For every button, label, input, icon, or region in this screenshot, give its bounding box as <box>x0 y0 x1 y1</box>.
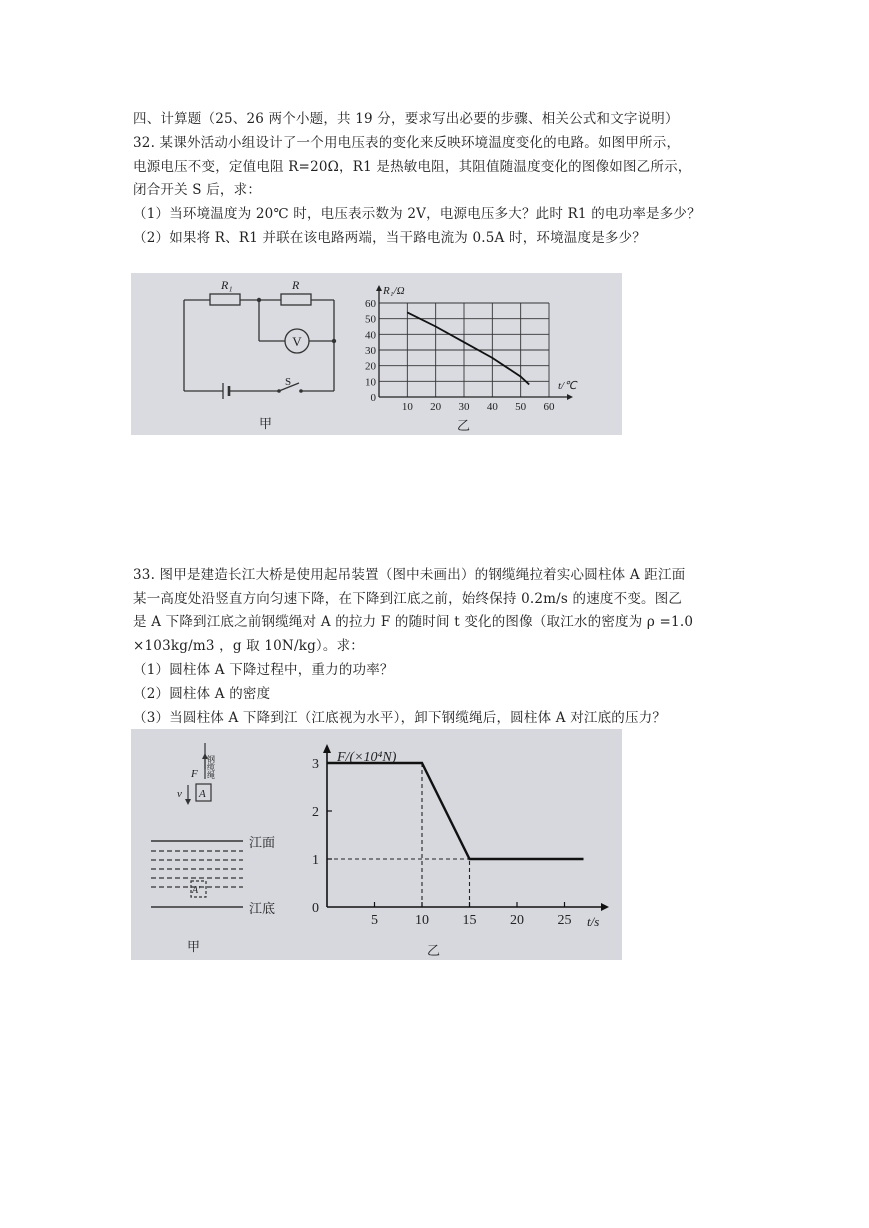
chart2-y-tick-0: 1 <box>312 853 319 868</box>
chart2-x-label: t/s <box>587 914 600 929</box>
bottom-label: 江底 <box>249 901 276 916</box>
chart2-x-arrow <box>601 903 609 911</box>
circuit-caption: 甲 <box>259 416 273 431</box>
chart1-y-tick-0: 0 <box>370 392 376 404</box>
r-resistor <box>281 294 311 305</box>
voltmeter-label: V <box>292 334 302 349</box>
chart1-y-tick-4: 40 <box>365 329 376 342</box>
q32-line-2: 电源电压不变，定值电阻 R=20Ω，R1 是热敏电阻，其阻值随温度变化的图像如图乙所示， <box>133 159 692 175</box>
chart2-x-tick-1: 10 <box>415 913 429 928</box>
chart1-series-line <box>407 312 529 384</box>
chart1-x-arrow <box>567 394 573 400</box>
chart2-series-line <box>327 763 584 859</box>
junction-dot-left <box>257 298 261 302</box>
chart2-x-tick-2: 15 <box>462 913 477 928</box>
r1-resistor <box>210 294 240 305</box>
chart1-x-tick-5: 60 <box>543 401 555 413</box>
q32-line-1: 32. 某课外活动小组设计了一个用电压表的变化来反映环境温度变化的电路。如图甲所示， <box>133 135 681 151</box>
scene-caption: 甲 <box>187 939 201 954</box>
q33-sub-3: （3）当圆柱体 A 下降到江（江底视为水平），卸下钢缆绳后，圆柱体 A 对江底的压力？ <box>133 710 667 726</box>
junction-dot-right <box>332 339 336 343</box>
q33-figure-svg <box>131 729 622 960</box>
q33-line-2: 某一高度处沿竖直方向匀速下降，在下降到江底之前，始终保持 0.2m/s 的速度不变。图乙 <box>133 591 683 607</box>
r1-label: R₁ <box>221 278 233 292</box>
force-label: F <box>191 768 198 780</box>
force-time-chart <box>312 744 609 929</box>
switch-label: S <box>285 376 292 388</box>
chart2-y-tick-2: 3 <box>312 757 319 772</box>
q33-sub-2: （2）圆柱体 A 的密度 <box>133 686 271 702</box>
switch-contact <box>299 389 303 393</box>
block-label: A <box>199 788 206 800</box>
q33-line-1: 33. 图甲是建造长江大桥是使用起吊装置（图中未画出）的钢缆绳拉着实心圆柱体 A 距江面 <box>133 567 686 583</box>
q32-figure-svg <box>131 273 622 435</box>
velocity-label: v <box>177 788 182 800</box>
chart1-y-label: R₁/Ω <box>383 285 405 297</box>
q32-line-3: 闭合开关 S 后，求： <box>133 182 262 198</box>
cable-label: 钢缆绳 <box>206 755 216 779</box>
chart1-x-tick-4: 50 <box>515 401 527 413</box>
velocity-arrow-head <box>185 799 191 805</box>
chart1-y-tick-5: 50 <box>365 313 376 326</box>
chart2-y-label: F/(×10⁴N) <box>337 750 397 765</box>
q32-sub-1: （1）当环境温度为 20℃ 时，电压表示数为 2V，电源电压多大？此时 R1 的电功率是多少？ <box>133 206 701 222</box>
circuit-diagram <box>184 294 334 399</box>
chart2-origin-label: 0 <box>312 901 319 916</box>
chart1-y-tick-1: 10 <box>365 376 376 389</box>
resistance-temperature-chart <box>365 285 578 413</box>
chart1-x-label: t/℃ <box>558 380 577 392</box>
q33-figure <box>131 729 622 960</box>
chart2-y-tick-1: 2 <box>312 805 319 820</box>
chart2-caption: 乙 <box>427 943 441 958</box>
chart1-y-arrow <box>376 285 382 291</box>
submerged-label: A' <box>192 885 201 896</box>
q33-sub-1: （1）圆柱体 A 下降过程中，重力的功率？ <box>133 662 394 678</box>
chart1-x-tick-3: 40 <box>486 401 498 413</box>
r-label: R <box>292 278 300 292</box>
chart1-y-tick-6: 60 <box>365 298 376 310</box>
chart1-caption: 乙 <box>457 418 471 433</box>
q33-line-4: ×103kg/m3 ，g 取 10N/kg）。求： <box>133 638 364 654</box>
q32-figure <box>131 273 622 435</box>
q32-sub-2: （2）如果将 R、R1 并联在该电路两端，当干路电流为 0.5A 时，环境温度是多少？ <box>133 230 646 246</box>
switch-pivot <box>277 389 281 393</box>
chart1-y-tick-2: 20 <box>365 360 376 373</box>
chart1-x-tick-1: 20 <box>430 401 442 413</box>
chart2-y-arrow <box>323 744 331 753</box>
chart2-x-tick-3: 20 <box>510 913 524 928</box>
chart1-y-tick-3: 30 <box>365 345 376 357</box>
chart2-x-tick-0: 5 <box>371 913 378 928</box>
q33-line-3: 是 A 下降到江底之前钢缆绳对 A 的拉力 F 的随时间 t 变化的图像（取江水的密度为 ρ =1.0 <box>133 614 694 630</box>
section-heading: 四、计算题（25、26 两个小题，共 19 分，要求写出必要的步骤、相关公式和文字说明） <box>133 111 679 127</box>
chart2-x-tick-4: 25 <box>557 913 572 928</box>
chart1-x-tick-0: 10 <box>401 401 413 413</box>
surface-label: 江面 <box>249 835 276 850</box>
chart1-x-tick-2: 30 <box>458 401 470 413</box>
